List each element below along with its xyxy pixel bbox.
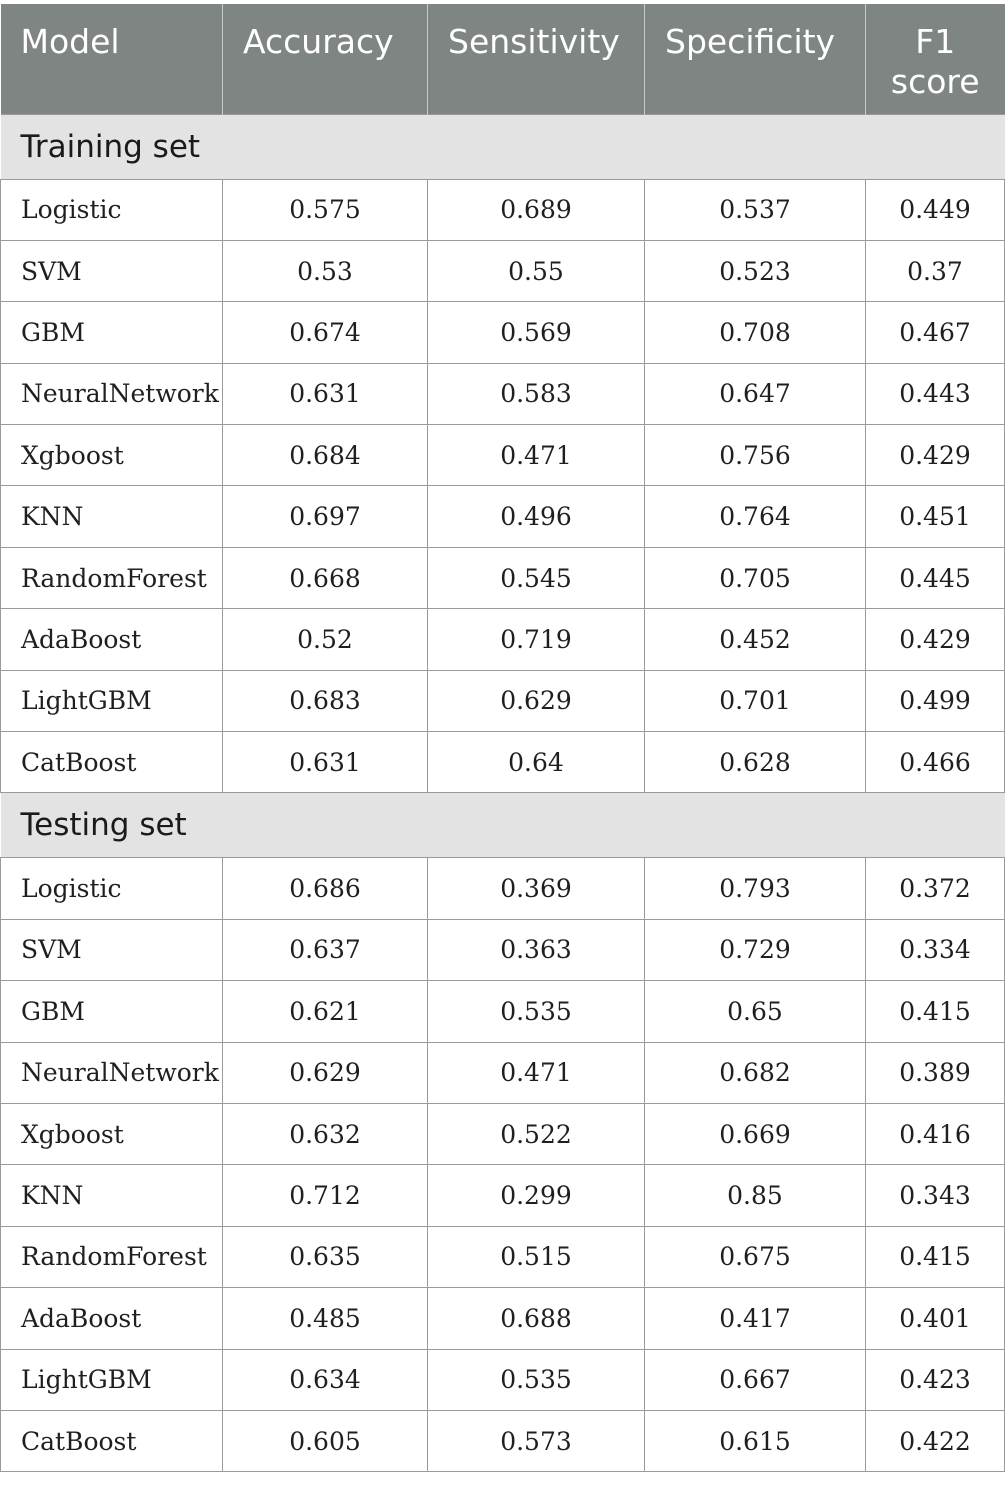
header-sensitivity: Sensitivity: [428, 4, 645, 114]
cell-specificity: 0.764: [645, 486, 866, 547]
cell-sensitivity: 0.569: [428, 302, 645, 363]
table-header: [1, 4, 1005, 114]
cell-model: SVM: [1, 240, 223, 301]
cell-f1-score: 0.429: [866, 425, 1005, 486]
cell-sensitivity: 0.496: [428, 486, 645, 547]
cell-sensitivity: 0.629: [428, 670, 645, 731]
cell-model: LightGBM: [1, 670, 223, 731]
cell-model: Logistic: [1, 179, 223, 240]
header-model: Model: [1, 4, 223, 114]
cell-f1-score: 0.37: [866, 240, 1005, 301]
cell-f1-score: 0.389: [866, 1042, 1005, 1103]
cell-f1-score: 0.423: [866, 1349, 1005, 1410]
cell-specificity: 0.417: [645, 1288, 866, 1349]
cell-f1-score: 0.443: [866, 363, 1005, 424]
cell-f1-score: 0.445: [866, 547, 1005, 608]
table-row: [1, 732, 1005, 793]
cell-sensitivity: 0.535: [428, 981, 645, 1042]
cell-sensitivity: 0.471: [428, 425, 645, 486]
cell-specificity: 0.615: [645, 1410, 866, 1471]
cell-f1-score: 0.466: [866, 732, 1005, 793]
cell-model: RandomForest: [1, 1226, 223, 1287]
table-body: [1, 114, 1005, 1472]
cell-f1-score: 0.422: [866, 1410, 1005, 1471]
cell-sensitivity: 0.64: [428, 732, 645, 793]
cell-model: KNN: [1, 486, 223, 547]
cell-accuracy: 0.697: [223, 486, 428, 547]
cell-model: AdaBoost: [1, 1288, 223, 1349]
cell-f1-score: 0.343: [866, 1165, 1005, 1226]
cell-specificity: 0.65: [645, 981, 866, 1042]
cell-accuracy: 0.632: [223, 1103, 428, 1164]
table-row: [1, 363, 1005, 424]
cell-model: SVM: [1, 919, 223, 980]
section-row: [1, 793, 1005, 858]
cell-accuracy: 0.621: [223, 981, 428, 1042]
cell-specificity: 0.701: [645, 670, 866, 731]
cell-model: NeuralNetwork: [1, 363, 223, 424]
cell-f1-score: 0.372: [866, 858, 1005, 919]
cell-model: CatBoost: [1, 1410, 223, 1471]
cell-model: CatBoost: [1, 732, 223, 793]
section-label: Testing set: [1, 793, 1005, 858]
table-row: [1, 609, 1005, 670]
cell-model: Xgboost: [1, 1103, 223, 1164]
cell-accuracy: 0.605: [223, 1410, 428, 1471]
cell-model: KNN: [1, 1165, 223, 1226]
cell-model: LightGBM: [1, 1349, 223, 1410]
cell-accuracy: 0.52: [223, 609, 428, 670]
table-row: [1, 1042, 1005, 1103]
cell-accuracy: 0.631: [223, 732, 428, 793]
cell-model: NeuralNetwork: [1, 1042, 223, 1103]
cell-sensitivity: 0.522: [428, 1103, 645, 1164]
model-performance-table: [0, 4, 1005, 1472]
header-specificity: Specificity: [645, 4, 866, 114]
cell-f1-score: 0.415: [866, 1226, 1005, 1287]
cell-f1-score: 0.416: [866, 1103, 1005, 1164]
cell-specificity: 0.667: [645, 1349, 866, 1410]
cell-model: Xgboost: [1, 425, 223, 486]
cell-specificity: 0.647: [645, 363, 866, 424]
table-row: [1, 425, 1005, 486]
cell-accuracy: 0.575: [223, 179, 428, 240]
header-accuracy: Accuracy: [223, 4, 428, 114]
table-row: [1, 919, 1005, 980]
cell-accuracy: 0.635: [223, 1226, 428, 1287]
cell-f1-score: 0.334: [866, 919, 1005, 980]
table-row: [1, 1349, 1005, 1410]
header-row: [1, 4, 1005, 114]
cell-accuracy: 0.637: [223, 919, 428, 980]
cell-accuracy: 0.674: [223, 302, 428, 363]
table-row: [1, 1288, 1005, 1349]
cell-sensitivity: 0.573: [428, 1410, 645, 1471]
cell-specificity: 0.793: [645, 858, 866, 919]
cell-sensitivity: 0.719: [428, 609, 645, 670]
cell-sensitivity: 0.299: [428, 1165, 645, 1226]
table-row: [1, 1410, 1005, 1471]
cell-specificity: 0.537: [645, 179, 866, 240]
cell-f1-score: 0.449: [866, 179, 1005, 240]
table-row: [1, 1103, 1005, 1164]
cell-sensitivity: 0.55: [428, 240, 645, 301]
cell-accuracy: 0.683: [223, 670, 428, 731]
cell-accuracy: 0.634: [223, 1349, 428, 1410]
cell-model: AdaBoost: [1, 609, 223, 670]
table-row: [1, 981, 1005, 1042]
cell-model: GBM: [1, 981, 223, 1042]
cell-specificity: 0.628: [645, 732, 866, 793]
cell-sensitivity: 0.583: [428, 363, 645, 424]
cell-sensitivity: 0.689: [428, 179, 645, 240]
cell-sensitivity: 0.688: [428, 1288, 645, 1349]
cell-specificity: 0.669: [645, 1103, 866, 1164]
cell-sensitivity: 0.515: [428, 1226, 645, 1287]
table-row: [1, 179, 1005, 240]
table-row: [1, 1226, 1005, 1287]
cell-specificity: 0.675: [645, 1226, 866, 1287]
section-row: [1, 114, 1005, 179]
table-row: [1, 302, 1005, 363]
cell-specificity: 0.729: [645, 919, 866, 980]
cell-f1-score: 0.401: [866, 1288, 1005, 1349]
cell-model: GBM: [1, 302, 223, 363]
cell-f1-score: 0.451: [866, 486, 1005, 547]
cell-model: Logistic: [1, 858, 223, 919]
cell-sensitivity: 0.369: [428, 858, 645, 919]
table-row: [1, 858, 1005, 919]
header-f1-score: F1 score: [866, 4, 1005, 114]
cell-sensitivity: 0.545: [428, 547, 645, 608]
cell-accuracy: 0.668: [223, 547, 428, 608]
cell-accuracy: 0.712: [223, 1165, 428, 1226]
table-row: [1, 547, 1005, 608]
section-label: Training set: [1, 114, 1005, 179]
cell-specificity: 0.452: [645, 609, 866, 670]
cell-accuracy: 0.684: [223, 425, 428, 486]
cell-accuracy: 0.485: [223, 1288, 428, 1349]
cell-accuracy: 0.631: [223, 363, 428, 424]
cell-accuracy: 0.53: [223, 240, 428, 301]
cell-specificity: 0.682: [645, 1042, 866, 1103]
cell-specificity: 0.523: [645, 240, 866, 301]
cell-specificity: 0.756: [645, 425, 866, 486]
cell-sensitivity: 0.471: [428, 1042, 645, 1103]
cell-f1-score: 0.499: [866, 670, 1005, 731]
cell-sensitivity: 0.363: [428, 919, 645, 980]
cell-f1-score: 0.429: [866, 609, 1005, 670]
table-row: [1, 1165, 1005, 1226]
cell-accuracy: 0.629: [223, 1042, 428, 1103]
cell-specificity: 0.708: [645, 302, 866, 363]
cell-model: RandomForest: [1, 547, 223, 608]
cell-specificity: 0.85: [645, 1165, 866, 1226]
cell-f1-score: 0.415: [866, 981, 1005, 1042]
table-row: [1, 670, 1005, 731]
cell-specificity: 0.705: [645, 547, 866, 608]
table-row: [1, 240, 1005, 301]
table-row: [1, 486, 1005, 547]
cell-f1-score: 0.467: [866, 302, 1005, 363]
cell-accuracy: 0.686: [223, 858, 428, 919]
cell-sensitivity: 0.535: [428, 1349, 645, 1410]
